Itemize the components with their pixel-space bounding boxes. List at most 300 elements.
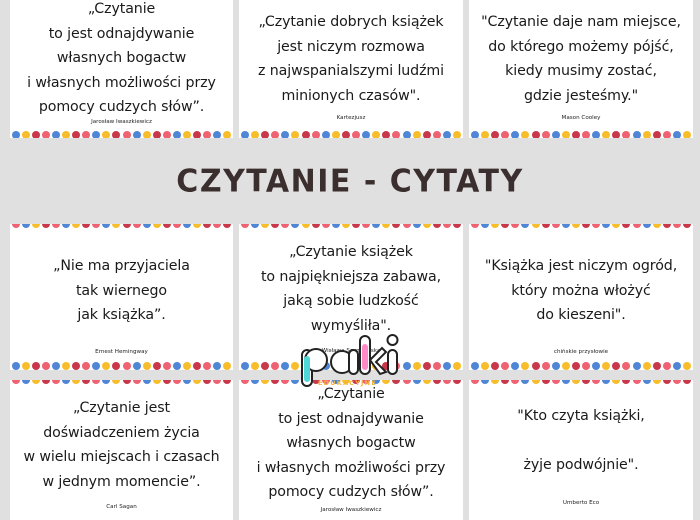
dot-decoration	[12, 362, 20, 370]
quote-line: „Czytanie dobrych książek	[258, 14, 444, 30]
dot-decoration	[471, 131, 479, 138]
dot-decoration	[572, 131, 580, 138]
dot-decoration	[433, 224, 441, 228]
dot-decoration	[82, 362, 90, 370]
dot-decoration	[683, 224, 691, 228]
dot-decoration	[592, 131, 600, 138]
dot-decoration	[123, 224, 131, 228]
dot-decoration	[62, 224, 70, 228]
dot-decoration	[471, 224, 479, 228]
dot-decoration	[223, 131, 231, 138]
dot-decoration	[183, 131, 191, 138]
quote-line: "Książka jest niczym ogród,	[484, 258, 678, 274]
dot-decoration	[602, 380, 610, 384]
dot-decoration	[92, 380, 100, 384]
dot-border-top	[10, 380, 233, 390]
dot-decoration	[241, 362, 249, 370]
dot-decoration	[163, 224, 171, 228]
quote-line: i własnych możliwości przy	[256, 459, 446, 476]
dot-decoration	[291, 362, 299, 370]
dot-decoration	[612, 224, 620, 228]
dot-decoration	[261, 131, 269, 138]
quote-card-7	[10, 380, 233, 520]
quote-text	[239, 10, 463, 108]
dot-decoration	[193, 224, 201, 228]
quote-line: który można włożyć	[511, 282, 651, 299]
dot-decoration	[362, 224, 370, 228]
dot-decoration	[102, 380, 110, 384]
dot-decoration	[413, 362, 421, 370]
dot-decoration	[112, 362, 120, 370]
dot-decoration	[673, 362, 681, 370]
dot-decoration	[203, 362, 211, 370]
quote-card-9	[469, 380, 693, 520]
dot-decoration	[213, 362, 221, 370]
quote-text	[469, 10, 693, 108]
quote-line: „Czytanie książek	[289, 244, 413, 260]
dot-decoration	[332, 224, 340, 228]
dot-decoration	[443, 224, 451, 228]
dot-decoration	[622, 362, 630, 370]
dot-decoration	[281, 131, 289, 138]
dot-decoration	[653, 362, 661, 370]
dot-decoration	[602, 131, 610, 138]
quote-line: żyje podwójnie".	[523, 457, 639, 473]
quote-author: Jarosław Iwaszkiewicz	[320, 507, 382, 513]
dot-decoration	[511, 362, 519, 370]
dot-decoration	[312, 131, 320, 138]
quote-line: z najwspanialszymi ludźmi	[257, 63, 444, 79]
dot-decoration	[592, 362, 600, 370]
dot-decoration	[612, 380, 620, 384]
dot-decoration	[521, 131, 529, 138]
dot-decoration	[223, 362, 231, 370]
dot-decoration	[582, 362, 590, 370]
dot-decoration	[163, 131, 171, 138]
dot-decoration	[213, 224, 221, 228]
dot-decoration	[392, 224, 400, 228]
dot-decoration	[251, 362, 259, 370]
dot-decoration	[123, 131, 131, 138]
quote-line: własnych bogactw	[56, 50, 187, 66]
dot-decoration	[562, 380, 570, 384]
quote-author: Umberto Eco	[562, 500, 600, 506]
dot-decoration	[352, 224, 360, 228]
quote-card-2	[239, 0, 463, 138]
dot-decoration	[183, 362, 191, 370]
dot-decoration	[82, 380, 90, 384]
dot-decoration	[501, 362, 509, 370]
quote-line: to jest odnajdywanie	[48, 25, 195, 42]
dot-decoration	[213, 380, 221, 384]
quote-line: wymyśliła".	[310, 317, 392, 334]
dot-decoration	[532, 362, 540, 370]
dot-decoration	[572, 224, 580, 228]
dot-decoration	[663, 380, 671, 384]
dot-decoration	[261, 224, 269, 228]
dot-decoration	[501, 131, 509, 138]
dot-decoration	[82, 131, 90, 138]
dot-decoration	[481, 224, 489, 228]
quote-text	[239, 382, 463, 505]
dot-decoration	[423, 224, 431, 228]
dot-decoration	[501, 380, 509, 384]
dot-decoration	[92, 224, 100, 228]
dot-decoration	[223, 224, 231, 228]
dot-decoration	[403, 362, 411, 370]
dot-decoration	[173, 362, 181, 370]
dot-decoration	[643, 362, 651, 370]
dot-decoration	[633, 380, 641, 384]
dot-decoration	[653, 131, 661, 138]
dot-decoration	[251, 224, 259, 228]
dot-decoration	[52, 224, 60, 228]
quote-card-8	[239, 380, 463, 520]
dot-decoration	[582, 224, 590, 228]
dot-decoration	[112, 380, 120, 384]
quote-card-1	[10, 0, 233, 138]
dot-decoration	[173, 131, 181, 138]
dot-decoration	[562, 224, 570, 228]
dot-decoration	[562, 131, 570, 138]
dot-border-bottom	[469, 362, 693, 370]
dot-decoration	[112, 131, 120, 138]
dot-decoration	[32, 131, 40, 138]
title-band	[0, 138, 700, 222]
dot-decoration	[123, 380, 131, 384]
dot-decoration	[193, 131, 201, 138]
dot-decoration	[643, 380, 651, 384]
dot-decoration	[133, 380, 141, 384]
dot-decoration	[521, 224, 529, 228]
dot-decoration	[281, 362, 289, 370]
dot-decoration	[352, 131, 360, 138]
dot-decoration	[241, 224, 249, 228]
dot-decoration	[413, 224, 421, 228]
dot-decoration	[471, 362, 479, 370]
quote-card-3	[469, 0, 693, 138]
dot-decoration	[173, 380, 181, 384]
dot-decoration	[102, 224, 110, 228]
dot-decoration	[22, 131, 30, 138]
quote-line: do kieszeni".	[536, 307, 626, 323]
quote-line: „Czytanie	[317, 386, 385, 402]
dot-decoration	[143, 380, 151, 384]
dot-decoration	[491, 362, 499, 370]
quote-text	[10, 0, 233, 120]
dot-border-top	[469, 380, 693, 390]
dot-border-top	[10, 224, 233, 234]
dot-decoration	[213, 131, 221, 138]
dot-decoration	[501, 224, 509, 228]
dot-decoration	[622, 131, 630, 138]
quote-text	[239, 240, 463, 338]
dot-decoration	[322, 224, 330, 228]
quote-line: "Czytanie daje nam miejsce,	[481, 14, 681, 30]
logo-subtitle: EDUKACYJNE	[318, 379, 377, 387]
dot-decoration	[582, 380, 590, 384]
dot-decoration	[163, 380, 171, 384]
dot-decoration	[271, 131, 279, 138]
quote-line: pomocy cudzych słów”.	[268, 484, 434, 500]
quote-text	[469, 404, 693, 478]
dot-decoration	[511, 131, 519, 138]
dot-decoration	[443, 131, 451, 138]
quote-card-4	[10, 224, 233, 370]
dot-decoration	[82, 224, 90, 228]
dot-decoration	[491, 224, 499, 228]
dot-decoration	[403, 131, 411, 138]
dot-decoration	[133, 224, 141, 228]
dot-decoration	[481, 362, 489, 370]
dot-decoration	[251, 131, 259, 138]
dot-decoration	[102, 131, 110, 138]
dot-decoration	[592, 224, 600, 228]
dot-decoration	[302, 131, 310, 138]
dot-decoration	[433, 362, 441, 370]
dot-decoration	[653, 380, 661, 384]
dot-decoration	[32, 380, 40, 384]
page-title: CZYTANIE - CYTATY	[176, 163, 524, 200]
dot-decoration	[153, 362, 161, 370]
dot-decoration	[542, 131, 550, 138]
quote-text	[10, 254, 233, 328]
dot-decoration	[72, 362, 80, 370]
quote-line: to jest odnajdywanie	[278, 410, 424, 427]
dot-decoration	[612, 131, 620, 138]
dot-decoration	[532, 131, 540, 138]
quote-text	[469, 254, 693, 328]
dot-decoration	[223, 380, 231, 384]
dot-decoration	[52, 380, 60, 384]
dot-decoration	[92, 362, 100, 370]
dot-decoration	[62, 362, 70, 370]
dot-decoration	[382, 131, 390, 138]
dot-decoration	[143, 224, 151, 228]
dot-decoration	[22, 362, 30, 370]
dot-decoration	[12, 224, 20, 228]
dot-border-top	[239, 224, 463, 234]
quote-line: minionych czasów".	[281, 87, 421, 104]
quote-line: własnych bogactw	[286, 435, 416, 451]
dot-decoration	[633, 131, 641, 138]
dot-decoration	[552, 380, 560, 384]
dot-decoration	[72, 224, 80, 228]
dot-border-bottom	[10, 131, 233, 138]
dot-decoration	[433, 131, 441, 138]
dot-decoration	[322, 131, 330, 138]
dot-decoration	[491, 131, 499, 138]
dot-border-top	[469, 224, 693, 234]
dot-decoration	[562, 362, 570, 370]
dot-decoration	[392, 131, 400, 138]
dot-decoration	[683, 131, 691, 138]
dot-decoration	[453, 362, 461, 370]
dot-decoration	[622, 224, 630, 228]
dot-decoration	[183, 380, 191, 384]
dot-decoration	[22, 224, 30, 228]
dot-decoration	[203, 380, 211, 384]
dot-decoration	[12, 380, 20, 384]
dot-decoration	[261, 362, 269, 370]
dot-decoration	[203, 131, 211, 138]
dot-decoration	[633, 362, 641, 370]
dot-decoration	[683, 362, 691, 370]
dot-decoration	[521, 362, 529, 370]
dot-decoration	[143, 131, 151, 138]
dot-decoration	[532, 380, 540, 384]
dot-decoration	[663, 131, 671, 138]
dot-decoration	[552, 131, 560, 138]
dot-decoration	[143, 362, 151, 370]
dot-decoration	[552, 224, 560, 228]
dot-decoration	[291, 224, 299, 228]
dot-decoration	[52, 362, 60, 370]
dot-decoration	[42, 362, 50, 370]
dot-decoration	[532, 224, 540, 228]
dot-decoration	[342, 224, 350, 228]
dot-decoration	[382, 224, 390, 228]
dot-decoration	[12, 131, 20, 138]
dot-decoration	[552, 362, 560, 370]
dot-decoration	[72, 131, 80, 138]
quote-author: Jarosław Iwaszkiewicz	[91, 119, 152, 125]
quote-author: Ernest Hemingway	[95, 349, 148, 355]
dot-decoration	[102, 362, 110, 370]
dot-border-bottom	[469, 131, 693, 138]
quote-line: gdzie jesteśmy."	[523, 87, 638, 104]
dot-decoration	[542, 224, 550, 228]
dot-decoration	[32, 362, 40, 370]
dot-decoration	[542, 380, 550, 384]
dot-decoration	[643, 224, 651, 228]
dot-decoration	[281, 224, 289, 228]
dot-decoration	[683, 380, 691, 384]
dot-decoration	[173, 224, 181, 228]
dot-decoration	[572, 362, 580, 370]
dot-decoration	[511, 380, 519, 384]
dot-decoration	[271, 362, 279, 370]
dot-decoration	[481, 380, 489, 384]
quote-line: doświadczeniem życia	[43, 424, 200, 441]
dot-decoration	[92, 131, 100, 138]
quote-author: Wisława	[321, 348, 345, 354]
dot-decoration	[62, 131, 70, 138]
dot-border-bottom	[239, 131, 463, 138]
dot-decoration	[663, 224, 671, 228]
dot-decoration	[153, 380, 161, 384]
quote-line: jest niczym rozmowa	[277, 38, 425, 55]
dot-decoration	[622, 380, 630, 384]
dot-decoration	[471, 380, 479, 384]
quote-line: kiedy musimy zostać,	[505, 63, 657, 79]
quote-line: jak książka”.	[77, 307, 166, 323]
quote-line: "Kto czyta książki,	[517, 408, 645, 424]
quote-line: „Czytanie	[87, 1, 156, 17]
quote-line: „Nie ma przyjaciela	[53, 258, 190, 274]
dot-decoration	[42, 224, 50, 228]
dot-decoration	[673, 380, 681, 384]
dot-decoration	[602, 362, 610, 370]
dot-decoration	[72, 380, 80, 384]
dot-decoration	[413, 131, 421, 138]
dot-decoration	[612, 362, 620, 370]
quote-line: jaką sobie ludzkość	[283, 293, 419, 309]
quote-line: do którego możemy pójść,	[488, 38, 674, 55]
quote-author: Kartezjusz	[336, 115, 366, 121]
dot-decoration	[203, 224, 211, 228]
dot-decoration	[602, 224, 610, 228]
dot-decoration	[403, 224, 411, 228]
quote-line	[469, 429, 693, 454]
dot-decoration	[62, 380, 70, 384]
dot-decoration	[183, 224, 191, 228]
dot-decoration	[443, 362, 451, 370]
dot-decoration	[633, 224, 641, 228]
dot-decoration	[241, 131, 249, 138]
dot-decoration	[123, 362, 131, 370]
dot-decoration	[521, 380, 529, 384]
dot-decoration	[572, 380, 580, 384]
dot-decoration	[423, 362, 431, 370]
dot-decoration	[592, 380, 600, 384]
quote-line: „Czytanie jest	[73, 400, 170, 416]
dot-decoration	[193, 380, 201, 384]
quote-line: w wielu miejscach i czasach	[23, 449, 220, 465]
quote-text	[10, 396, 233, 494]
quote-line: i własnych możliwości przy	[27, 74, 216, 91]
dot-decoration	[271, 224, 279, 228]
dot-decoration	[332, 131, 340, 138]
quote-line: to najpiękniejsza zabawa,	[260, 268, 442, 285]
dot-decoration	[302, 224, 310, 228]
dot-decoration	[453, 131, 461, 138]
dot-decoration	[673, 224, 681, 228]
dot-decoration	[542, 362, 550, 370]
dot-decoration	[42, 380, 50, 384]
dot-decoration	[52, 131, 60, 138]
dot-decoration	[511, 224, 519, 228]
dot-border-bottom	[10, 362, 233, 370]
dot-decoration	[423, 131, 431, 138]
quote-author: Carl Sagan	[106, 504, 137, 510]
quote-line: w jednym momencie”.	[42, 473, 201, 490]
dot-decoration	[372, 131, 380, 138]
dot-decoration	[491, 380, 499, 384]
dot-decoration	[32, 224, 40, 228]
dot-decoration	[653, 224, 661, 228]
dot-decoration	[362, 131, 370, 138]
dot-decoration	[582, 131, 590, 138]
dot-decoration	[112, 224, 120, 228]
dot-decoration	[673, 131, 681, 138]
quote-author: Mason Cooley	[561, 115, 601, 121]
quote-card-6	[469, 224, 693, 370]
dot-decoration	[372, 224, 380, 228]
dot-decoration	[163, 362, 171, 370]
dot-decoration	[643, 131, 651, 138]
dot-decoration	[153, 131, 161, 138]
dot-decoration	[193, 362, 201, 370]
quote-line: tak wiernego	[75, 282, 168, 299]
dot-decoration	[22, 380, 30, 384]
dot-decoration	[312, 224, 320, 228]
dot-decoration	[153, 224, 161, 228]
dot-decoration	[133, 362, 141, 370]
dot-decoration	[342, 131, 350, 138]
quote-author: chińskie przysłowie	[553, 349, 609, 355]
dot-decoration	[481, 131, 489, 138]
